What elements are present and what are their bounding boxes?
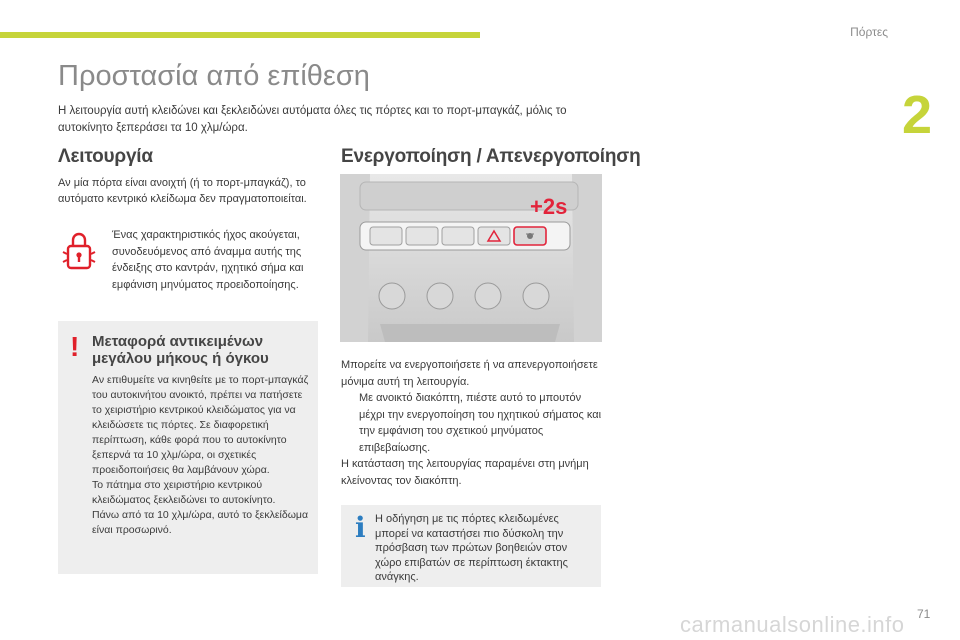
door-lock-warning-icon xyxy=(62,232,96,274)
warning-text xyxy=(92,373,312,538)
info-icon: i xyxy=(355,511,366,544)
heading-activation: Ενεργοποίηση / Απενεργοποίηση xyxy=(341,146,641,167)
warning-title: Μεταφορά αντικειμένων μεγάλου μήκους ή όγκου xyxy=(92,333,269,367)
memory-paragraph: Η κατάσταση της λειτουργίας παραμένει στη μνήμη κλείνοντας τον διακόπτη. xyxy=(341,458,589,487)
section-title: Πόρτες xyxy=(850,25,888,39)
header-accent-bar xyxy=(0,32,480,38)
intro-paragraph: Η λειτουργία αυτή κλειδώνει και ξεκλειδώνει αυτόματα όλες τις πόρτες και το πορτ-μπαγκάζ, μόλις το αυτοκίνητο ξεπεράσει τα 10 χλμ/ώρα. xyxy=(58,105,567,134)
activation-paragraph: Μπορείτε να ενεργοποιήσετε ή να απενεργοποιήσετε μόνιμα αυτή τη λειτουργία. xyxy=(341,359,598,388)
page-title: Προστασία από επίθεση xyxy=(58,60,370,92)
activation-step xyxy=(341,390,603,456)
chapter-number: 2 xyxy=(902,85,933,145)
heading-operation: Λειτουργία xyxy=(58,146,153,167)
watermark: carmanualsonline.info xyxy=(680,612,905,637)
warning-line: Το πάτημα στο χειριστήριο κεντρικού κλειδώματος ξεκλειδώνει το αυτοκίνητο. xyxy=(92,479,276,506)
sound-indicator-paragraph: Ένας χαρακτηριστικός ήχος ακούγεται, συνοδευόμενος από άναμμα αυτής της ένδειξης στο καντράν, ηχητικό σήμα και εμφάνιση μηνύματος προειδοποίησης. xyxy=(112,229,304,291)
info-box xyxy=(341,505,601,587)
warning-box xyxy=(58,321,318,574)
info-text: Η οδήγηση με τις πόρτες κλειδωμένες μπορεί να καταστήσει πιο δύσκολη την πρόσβαση των πρώτων βοηθειών στον χώρο επιβατών σε περίπτωση έκτακτης ανάγκης. xyxy=(375,513,568,583)
activation-text xyxy=(341,357,603,489)
operation-paragraph: Αν μία πόρτα είναι ανοιχτή (ή το πορτ-μπαγκάζ), το αυτόματο κεντρικό κλείδωμα δεν πραγματοποιείται. xyxy=(58,177,307,205)
page-number: 71 xyxy=(917,607,931,621)
warning-line: Αν επιθυμείτε να κινηθείτε με το πορτ-μπαγκάζ του αυτοκινήτου ανοικτό, πρέπει να πατήσετε το χειριστήριο κεντρικού κλειδώματος για να κλειδώσετε τις πόρτες. Σε διαφορετική περίπτωση, κάθε φορά που το αυτοκίνητο ξεπερνά τα 10 χλμ/ώρα, οι σχετικές προειδοποιήσεις θα λαμβάνουν χώρα. xyxy=(92,374,309,476)
warning-icon: ! xyxy=(70,331,80,362)
dashboard-button-photo xyxy=(340,174,602,342)
hold-duration-badge: +2s xyxy=(530,194,568,219)
warning-line: Πάνω από τα 10 χλμ/ώρα, αυτό το ξεκλείδωμα είναι προσωρινό. xyxy=(92,509,309,536)
activation-step-text: Με ανοικτό διακόπτη, πιέστε αυτό το μπουτόν μέχρι την ενεργοποίηση του ηχητικού σήματος και την εμφάνιση του σχετικού μηνύματος επιβεβαίωσης. xyxy=(359,392,602,454)
